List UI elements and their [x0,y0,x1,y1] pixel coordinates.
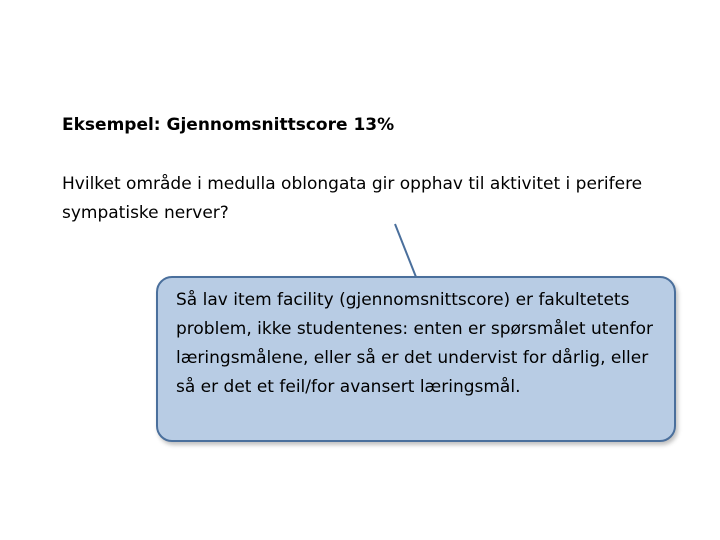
callout-text: Så lav item facility (gjennomsnittscore) er fakultetets problem, ikke studentenes: enten er spørsmålet utenfor læringsmålene, eller så er det undervist for dårlig, eller så er det et feil/for avansert læringsmål. [176,290,654,397]
callout-box [156,276,676,442]
slide-heading: Eksempel: Gjennomsnittscore 13% [62,115,395,135]
question-text: Hvilket område i medulla oblongata gir opphav til aktivitet i perifere sympatiske nerver? [62,174,643,223]
callout-pointer-line [395,224,416,277]
